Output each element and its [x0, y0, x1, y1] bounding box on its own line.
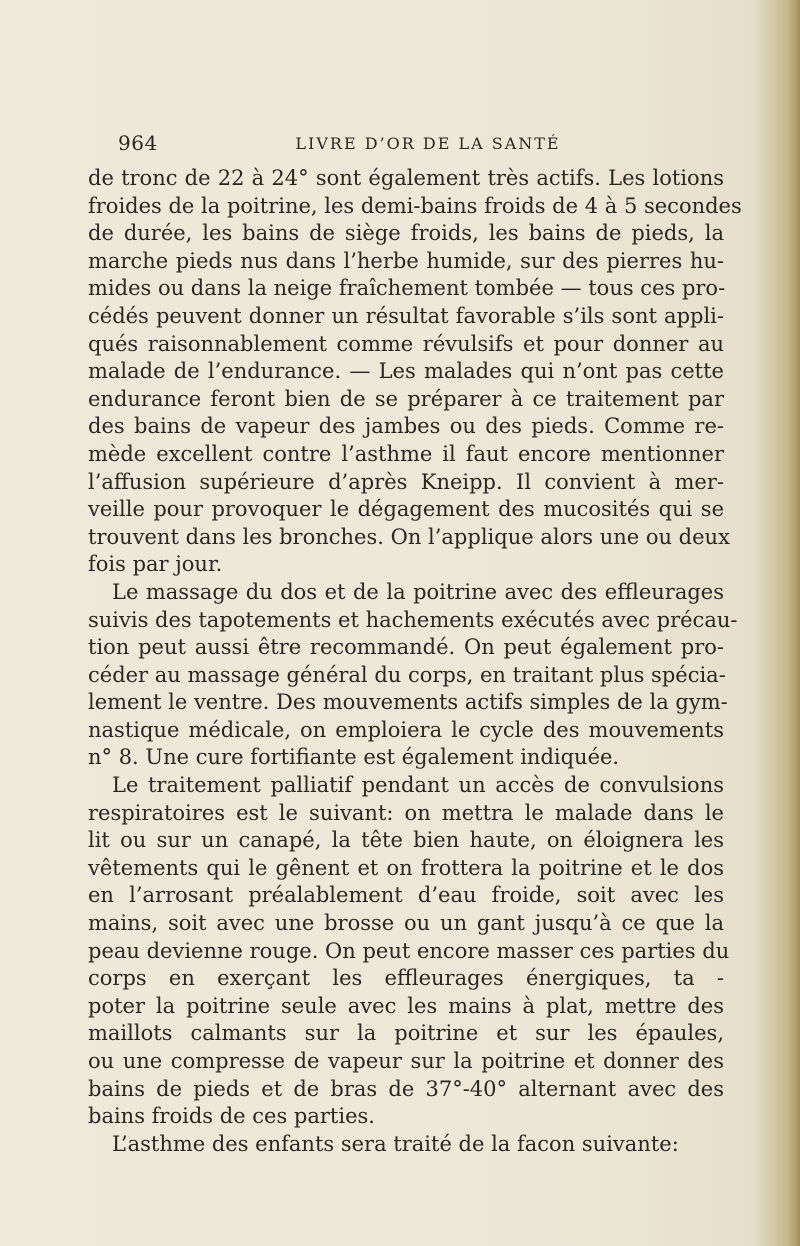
- paragraph: [88, 772, 730, 1131]
- text-line: lement le ventre. Des mouvements actifs simples de la gym-: [88, 690, 728, 715]
- paragraph: [88, 579, 738, 772]
- text-line: peau devienne rouge. On peut encore masser ces parties du: [88, 938, 730, 963]
- page-number: 964: [118, 131, 158, 155]
- text-line: des bains de vapeur des jambes ou des pieds. Comme re-: [88, 414, 724, 439]
- text-line: tion peut aussi être recommandé. On peut également pro-: [88, 635, 724, 660]
- text-line: Le traitement palliatif pendant un accès de convulsions: [112, 773, 724, 798]
- text-line: L’asthme des enfants sera traité de la facon suivante:: [112, 1131, 679, 1156]
- text-line: qués raisonnablement comme révulsifs et pour donner au: [88, 331, 724, 356]
- text-line: bains froids de ces parties.: [88, 1104, 375, 1129]
- text-line: vêtements qui le gênent et on frottera la poitrine et le dos: [88, 855, 724, 880]
- text-line: cédés peuvent donner un résultat favorable s’ils sont appli-: [88, 303, 724, 328]
- text-line: de durée, les bains de siège froids, les bains de pieds, la: [88, 221, 724, 246]
- text-line: malade de l’endurance. — Les malades qui n’ont pas cette: [88, 359, 724, 384]
- text-line: mains, soit avec une brosse ou un gant jusqu’à ce que la: [88, 911, 724, 936]
- paragraph: [88, 165, 742, 579]
- text-line: marche pieds nus dans l’herbe humide, sur des pierres hu-: [88, 248, 724, 273]
- paragraph: [88, 1131, 724, 1159]
- text-line: suivis des tapotements et hachements exécutés avec précau-: [88, 607, 738, 632]
- text-line: fois par jour.: [88, 552, 223, 577]
- text-line: poter la poitrine seule avec les mains à plat, mettre des: [88, 993, 724, 1018]
- text-line: mède excellent contre l’asthme il faut encore mentionner: [88, 441, 724, 466]
- text-line: l’affusion supérieure d’après Kneipp. Il convient à mer-: [88, 469, 724, 494]
- text-line: céder au massage général du corps, en traitant plus spécia-: [88, 662, 726, 687]
- text-line: respiratoires est le suivant: on mettra le malade dans le: [88, 800, 724, 825]
- text-line: veille pour provoquer le dégagement des mucosités qui se: [88, 497, 724, 522]
- text-line: corps en exerçant les effleurages énergiques, ta -: [88, 966, 724, 991]
- text-line: mides ou dans la neige fraîchement tombée — tous ces pro-: [88, 276, 726, 301]
- text-line: Le massage du dos et de la poitrine avec des effleurages: [112, 579, 724, 604]
- text-line: ou une compresse de vapeur sur la poitrine et donner des: [88, 1049, 724, 1073]
- page-header: [118, 131, 720, 159]
- text-line: n° 8. Une cure fortifiante est également indiquée.: [88, 745, 620, 770]
- text-line: endurance feront bien de se préparer à ce traitement par: [88, 386, 724, 411]
- running-title: LIVRE D’OR DE LA SANTÉ: [295, 134, 561, 153]
- text-line: en l’arrosant préalablement d’eau froide, soit avec les: [88, 883, 724, 908]
- text-line: lit ou sur un canapé, la tête bien haute, on éloignera les: [88, 828, 724, 853]
- text-line: froides de la poitrine, les demi-bains froids de 4 à 5 secondes: [88, 193, 742, 218]
- text-line: trouvent dans les bronches. On l’applique alors une ou deux: [88, 524, 730, 549]
- text-line: bains de pieds et de bras de 37°-40° alternant avec des: [88, 1076, 724, 1101]
- text-line: nastique médicale, on emploiera le cycle des mouvements: [88, 717, 724, 742]
- text-line: maillots calmants sur la poitrine et sur les épaules,: [88, 1021, 724, 1046]
- text-line: de tronc de 22 à 24° sont également très actifs. Les lotions: [88, 166, 724, 190]
- page-edge-shadow: [786, 0, 800, 1246]
- page-body: [88, 165, 742, 1158]
